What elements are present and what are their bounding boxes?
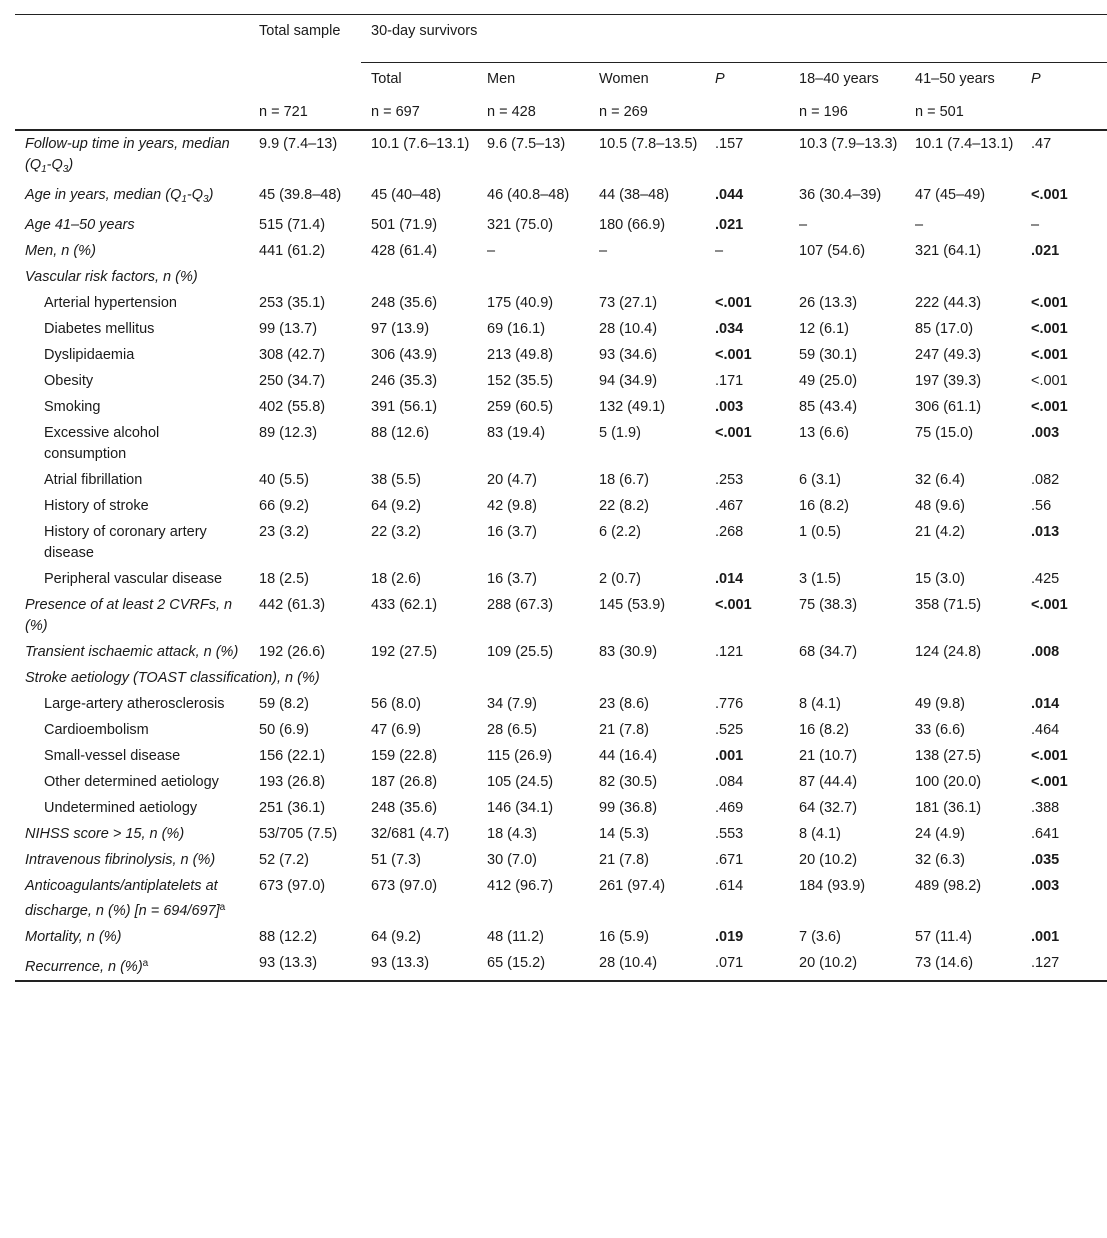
corner-cell [15, 15, 249, 63]
table-cell: 197 (39.3) [915, 373, 982, 389]
table-cell: .003 [715, 399, 744, 415]
table-cell: 22 (8.2) [599, 498, 649, 514]
table-cell: 673 (97.0) [259, 878, 326, 894]
header-n: n = 269 [589, 96, 705, 130]
table-cell: <.001 [1031, 373, 1068, 389]
table-cell: 253 (35.1) [259, 295, 326, 311]
table-cell: 132 (49.1) [599, 399, 666, 415]
row-label: Undetermined aetiology [44, 800, 198, 816]
table-cell: 20 (10.2) [799, 852, 858, 868]
table-cell: .469 [715, 800, 744, 816]
row-label: History of stroke [44, 498, 149, 514]
table-cell: 441 (61.2) [259, 243, 326, 259]
row-label: Arterial hypertension [44, 295, 177, 311]
table-cell: <.001 [1031, 399, 1068, 415]
table-cell: 73 (27.1) [599, 295, 658, 311]
table-cell: 248 (35.6) [371, 295, 438, 311]
table-row [15, 467, 1107, 493]
table-cell: 47 (45–49) [915, 187, 986, 203]
table-cell: 184 (93.9) [799, 878, 866, 894]
table-cell: 138 (27.5) [915, 748, 982, 764]
table-cell: 18 (2.5) [259, 571, 309, 587]
table-row [15, 873, 1107, 924]
table-cell: 321 (75.0) [487, 217, 554, 233]
table-cell: 156 (22.1) [259, 748, 326, 764]
table-cell: .084 [715, 774, 744, 790]
table-cell: .003 [1031, 425, 1060, 441]
table-cell: 22 (3.2) [371, 524, 421, 540]
table-cell: 391 (56.1) [371, 399, 438, 415]
table-row [15, 342, 1107, 368]
table-cell: .021 [715, 217, 744, 233]
header-sub-p2: P [1031, 71, 1041, 87]
header-sub-18-40: 18–40 years [799, 71, 879, 87]
table-cell: 56 (8.0) [371, 696, 421, 712]
table-cell: 49 (9.8) [915, 696, 965, 712]
table-cell: <.001 [1031, 295, 1068, 311]
table-cell: .034 [715, 321, 744, 337]
table-cell: 97 (13.9) [371, 321, 430, 337]
table-cell: 14 (5.3) [599, 826, 649, 842]
header-total-sample: Total sample [249, 15, 361, 63]
row-label: Cardioembolism [44, 722, 149, 738]
table-cell: 20 (10.2) [789, 950, 905, 981]
header-n: n = 697 [361, 96, 477, 130]
table-cell: <.001 [1031, 748, 1068, 764]
table-cell: 109 (25.5) [487, 644, 554, 660]
table-cell: 248 (35.6) [371, 800, 438, 816]
table-cell: <.001 [1031, 347, 1068, 363]
table-cell: 159 (22.8) [371, 748, 438, 764]
table-cell: 28 (10.4) [589, 950, 705, 981]
table-cell: 180 (66.9) [599, 217, 666, 233]
row-label: Recurrence, n (%)$^a$ [15, 950, 249, 981]
table-cell: 146 (34.1) [487, 800, 554, 816]
row-label: Age 41–50 years [25, 217, 135, 233]
table-cell: 64 (9.2) [371, 498, 421, 514]
table-cell: 32/681 (4.7) [371, 826, 450, 842]
table-cell: 10.3 (7.9–13.3) [799, 136, 898, 152]
table-cell: .082 [1031, 472, 1060, 488]
table-cell: .671 [715, 852, 744, 868]
header-n [705, 96, 789, 130]
table-cell: <.001 [1031, 187, 1068, 203]
row-label: Obesity [44, 373, 94, 389]
table-cell: 99 (13.7) [259, 321, 318, 337]
row-label: Excessive alcohol consumption [44, 425, 160, 462]
table-cell: .013 [1031, 524, 1060, 540]
table-cell: 93 (34.6) [599, 347, 658, 363]
header-sub-men: Men [487, 71, 516, 87]
table-cell: 40 (5.5) [259, 472, 309, 488]
table-row [15, 795, 1107, 821]
table-cell: 28 (10.4) [599, 321, 658, 337]
table-cell: 16 (8.2) [799, 498, 849, 514]
table-cell: 442 (61.3) [259, 597, 326, 613]
table-cell: <.001 [715, 597, 752, 613]
table-cell: 33 (6.6) [915, 722, 965, 738]
table-cell: .121 [715, 644, 744, 660]
table-cell: 308 (42.7) [259, 347, 326, 363]
table-cell: .021 [1031, 243, 1060, 259]
table-cell: 83 (30.9) [599, 644, 658, 660]
table-row [15, 130, 1107, 182]
table-cell: 47 (6.9) [371, 722, 421, 738]
table-row [15, 743, 1107, 769]
table-cell: 93 (13.3) [249, 950, 361, 981]
table-cell: 21 (7.8) [599, 852, 649, 868]
table-cell: 99 (36.8) [599, 800, 658, 816]
table-cell: .553 [715, 826, 744, 842]
row-label: Men, n (%) [25, 243, 96, 259]
header-n: n = 196 [789, 96, 905, 130]
table-cell: 38 (5.5) [371, 472, 421, 488]
table-row [15, 847, 1107, 873]
table-cell: – [715, 243, 724, 259]
table-cell: 36 (30.4–39) [799, 187, 882, 203]
table-cell: 45 (39.8–48) [259, 187, 342, 203]
table-cell: – [599, 243, 608, 259]
header-n [1021, 96, 1107, 130]
table-cell: 261 (97.4) [599, 878, 666, 894]
table-cell: .425 [1031, 571, 1060, 587]
row-label: Atrial fibrillation [44, 472, 143, 488]
table-cell: 10.5 (7.8–13.5) [599, 136, 698, 152]
table-cell: – [799, 217, 808, 233]
row-label: Stroke aetiology (TOAST classification), n (%) [25, 670, 320, 686]
header-n: n = 721 [249, 96, 361, 130]
table-cell: .464 [1031, 722, 1060, 738]
table-cell: 69 (16.1) [487, 321, 546, 337]
table-cell: .56 [1031, 498, 1052, 514]
table-row [15, 769, 1107, 795]
table-cell: 53/705 (7.5) [259, 826, 338, 842]
table-cell: 673 (97.0) [371, 878, 438, 894]
table-cell: 16 (3.7) [487, 524, 537, 540]
table-row [15, 264, 1107, 290]
header-n: n = 428 [477, 96, 589, 130]
table-cell: 9.6 (7.5–13) [487, 136, 566, 152]
table-cell: 428 (61.4) [371, 243, 438, 259]
table-cell: 16 (8.2) [799, 722, 849, 738]
table-cell: 32 (6.4) [915, 472, 965, 488]
table-row [15, 821, 1107, 847]
table-row [15, 639, 1107, 665]
row-label: History of coronary artery disease [44, 524, 207, 561]
table-cell: .614 [715, 878, 744, 894]
table-cell: 88 (12.6) [371, 425, 430, 441]
table-row [15, 717, 1107, 743]
table-cell: 193 (26.8) [259, 774, 326, 790]
table-cell: 20 (4.7) [487, 472, 537, 488]
table-cell: 59 (8.2) [259, 696, 309, 712]
table-cell: 8 (4.1) [799, 696, 841, 712]
table-cell: .171 [715, 373, 744, 389]
table-cell: 87 (44.4) [799, 774, 858, 790]
table-cell: 107 (54.6) [799, 243, 866, 259]
table-row [15, 566, 1107, 592]
table-cell: 18 (4.3) [487, 826, 537, 842]
table-row [15, 665, 1107, 691]
table-cell: 489 (98.2) [915, 878, 982, 894]
table-cell: 21 (10.7) [799, 748, 858, 764]
table-cell: 32 (6.3) [915, 852, 965, 868]
table-cell: 10.1 (7.6–13.1) [371, 136, 470, 152]
table-cell: 57 (11.4) [915, 929, 972, 945]
table-cell: 73 (14.6) [905, 950, 1021, 981]
table-cell: 24 (4.9) [915, 826, 965, 842]
table-row [15, 691, 1107, 717]
row-label: Intravenous fibrinolysis, n (%) [25, 852, 216, 868]
table-cell: 152 (35.5) [487, 373, 554, 389]
table-cell: 44 (38–48) [599, 187, 670, 203]
table-cell: 250 (34.7) [259, 373, 326, 389]
table-cell: 115 (26.9) [487, 748, 553, 764]
row-label: Dyslipidaemia [44, 347, 135, 363]
table-cell: 358 (71.5) [915, 597, 982, 613]
table-cell: 6 (3.1) [799, 472, 841, 488]
table-cell: .268 [715, 524, 744, 540]
row-label: NIHSS score > 15, n (%) [25, 826, 185, 842]
table-cell: 18 (6.7) [599, 472, 649, 488]
table-cell: 52 (7.2) [259, 852, 309, 868]
table-cell: .071 [705, 950, 789, 981]
table-row [15, 592, 1107, 639]
row-label: Small-vessel disease [44, 748, 181, 764]
table-cell: 3 (1.5) [799, 571, 841, 587]
table-cell: .008 [1031, 644, 1060, 660]
table-cell: 306 (61.1) [915, 399, 982, 415]
table-body [15, 130, 1107, 981]
table-cell: <.001 [715, 425, 752, 441]
table-cell: 21 (7.8) [599, 722, 649, 738]
table-cell: .127 [1021, 950, 1107, 981]
table-cell: 175 (40.9) [487, 295, 554, 311]
table-row [15, 368, 1107, 394]
table-cell: 75 (38.3) [799, 597, 858, 613]
table-cell: 192 (27.5) [371, 644, 438, 660]
table-cell: 100 (20.0) [915, 774, 982, 790]
table-row [15, 420, 1107, 467]
table-cell: 213 (49.8) [487, 347, 554, 363]
row-label: Large-artery atherosclerosis [44, 696, 225, 712]
header-sub-total: Total [371, 71, 402, 87]
table-cell: 9.9 (7.4–13) [259, 136, 338, 152]
table-row [15, 950, 1107, 981]
row-label: Diabetes mellitus [44, 321, 155, 337]
table-cell: 48 (9.6) [915, 498, 965, 514]
header-sub-p1: P [715, 71, 725, 87]
table-cell: .044 [715, 187, 744, 203]
table-container [15, 14, 1107, 982]
table-cell: 7 (3.6) [799, 929, 841, 945]
table-cell: .003 [1031, 878, 1060, 894]
table-cell: 105 (24.5) [487, 774, 554, 790]
table-cell: 48 (11.2) [487, 929, 544, 945]
table-cell: 246 (35.3) [371, 373, 438, 389]
table-row [15, 238, 1107, 264]
table-cell: 402 (55.8) [259, 399, 326, 415]
table-cell: 187 (26.8) [371, 774, 438, 790]
table-cell: .525 [715, 722, 744, 738]
table-cell: – [1031, 217, 1040, 233]
table-cell: 50 (6.9) [259, 722, 309, 738]
table-cell: 94 (34.9) [599, 373, 658, 389]
table-cell: 28 (6.5) [487, 722, 537, 738]
row-label: Anticoagulants/antiplatelets at discharge, n (%) [n = 694/697]$^a$ [25, 878, 226, 919]
table-cell: – [915, 217, 924, 233]
table-row [15, 182, 1107, 212]
row-label: Peripheral vascular disease [44, 571, 223, 587]
table-cell: 321 (64.1) [915, 243, 982, 259]
table-cell: 259 (60.5) [487, 399, 554, 415]
row-label: Transient ischaemic attack, n (%) [25, 644, 239, 660]
table-cell: 64 (9.2) [371, 929, 421, 945]
table-cell: 65 (15.2) [477, 950, 589, 981]
table-cell: .019 [715, 929, 744, 945]
table-row [15, 924, 1107, 950]
table-cell: 13 (6.6) [799, 425, 849, 441]
header-survivors: 30-day survivors [361, 15, 1107, 63]
table-cell: 1 (0.5) [799, 524, 841, 540]
table-cell: 306 (43.9) [371, 347, 438, 363]
table-cell: 34 (7.9) [487, 696, 537, 712]
table-cell: <.001 [715, 295, 752, 311]
table-cell: 44 (16.4) [599, 748, 658, 764]
table-cell: <.001 [1031, 774, 1068, 790]
table-cell: 21 (4.2) [915, 524, 965, 540]
table-cell: 66 (9.2) [259, 498, 309, 514]
table-cell: 124 (24.8) [915, 644, 982, 660]
table-cell: 15 (3.0) [915, 571, 965, 587]
table-cell: 501 (71.9) [371, 217, 438, 233]
table-cell: 75 (15.0) [915, 425, 974, 441]
table-cell: <.001 [1031, 597, 1068, 613]
table-cell: 93 (13.3) [361, 950, 477, 981]
table-cell: 83 (19.4) [487, 425, 546, 441]
row-label: Smoking [44, 399, 101, 415]
table-cell: 288 (67.3) [487, 597, 554, 613]
table-cell: .001 [715, 748, 744, 764]
table-cell: 89 (12.3) [259, 425, 318, 441]
table-cell: .641 [1031, 826, 1060, 842]
row-label: Age in years, median $(Q_1-Q_3)$ [25, 187, 214, 205]
results-table [15, 14, 1107, 982]
header-sub-women: Women [599, 71, 649, 87]
table-cell: 59 (30.1) [799, 347, 858, 363]
table-cell: 8 (4.1) [799, 826, 841, 842]
row-label: Vascular risk factors, n (%) [25, 269, 198, 285]
table-cell: 16 (3.7) [487, 571, 537, 587]
table-row [15, 394, 1107, 420]
table-cell: 251 (36.1) [259, 800, 326, 816]
table-cell: 247 (49.3) [915, 347, 982, 363]
header-n: n = 501 [905, 96, 1021, 130]
table-cell: 30 (7.0) [487, 852, 537, 868]
table-cell: 12 (6.1) [799, 321, 849, 337]
header-sub-41-50: 41–50 years [915, 71, 995, 87]
table-cell: – [487, 243, 496, 259]
table-cell: 2 (0.7) [599, 571, 641, 587]
row-label: Presence of at least 2 CVRFs, n (%) [25, 597, 233, 634]
row-label: Other determined aetiology [44, 774, 219, 790]
table-cell: 88 (12.2) [259, 929, 318, 945]
table-cell: <.001 [1031, 321, 1068, 337]
table-cell: 6 (2.2) [599, 524, 641, 540]
table-cell: 46 (40.8–48) [487, 187, 570, 203]
table-cell: 222 (44.3) [915, 295, 982, 311]
table-cell: 18 (2.6) [371, 571, 421, 587]
table-cell: 82 (30.5) [599, 774, 658, 790]
table-cell: 68 (34.7) [799, 644, 858, 660]
table-cell: .47 [1031, 136, 1052, 152]
table-cell: 51 (7.3) [371, 852, 421, 868]
row-label: Follow-up time in years, median $(Q_1-Q_3)$ [25, 136, 230, 175]
table-cell: .014 [715, 571, 744, 587]
table-cell: .035 [1031, 852, 1060, 868]
table-cell: .157 [715, 136, 744, 152]
table-cell: 85 (17.0) [915, 321, 974, 337]
table-cell: 23 (8.6) [599, 696, 649, 712]
table-cell: .001 [1031, 929, 1060, 945]
table-cell: 23 (3.2) [259, 524, 309, 540]
table-row [15, 493, 1107, 519]
table-cell: 412 (96.7) [487, 878, 554, 894]
table-cell: .467 [715, 498, 744, 514]
table-cell: 181 (36.1) [915, 800, 982, 816]
table-cell: .014 [1031, 696, 1060, 712]
row-label: Mortality, n (%) [25, 929, 122, 945]
table-row [15, 519, 1107, 566]
table-cell: 192 (26.6) [259, 644, 326, 660]
table-cell: 515 (71.4) [259, 217, 326, 233]
table-cell: 16 (5.9) [599, 929, 649, 945]
table-cell: 42 (9.8) [487, 498, 537, 514]
table-cell: 5 (1.9) [599, 425, 641, 441]
table-cell: .776 [715, 696, 744, 712]
table-cell: 145 (53.9) [599, 597, 666, 613]
table-row [15, 316, 1107, 342]
table-cell: 10.1 (7.4–13.1) [915, 136, 1014, 152]
table-cell: <.001 [715, 347, 752, 363]
table-row [15, 290, 1107, 316]
table-cell: 64 (32.7) [799, 800, 858, 816]
table-row [15, 212, 1107, 238]
table-cell: .253 [715, 472, 744, 488]
table-cell: 45 (40–48) [371, 187, 442, 203]
table-cell: 433 (62.1) [371, 597, 438, 613]
table-cell: 49 (25.0) [799, 373, 858, 389]
table-cell: 85 (43.4) [799, 399, 858, 415]
table-cell: .388 [1031, 800, 1060, 816]
table-cell: 26 (13.3) [799, 295, 858, 311]
